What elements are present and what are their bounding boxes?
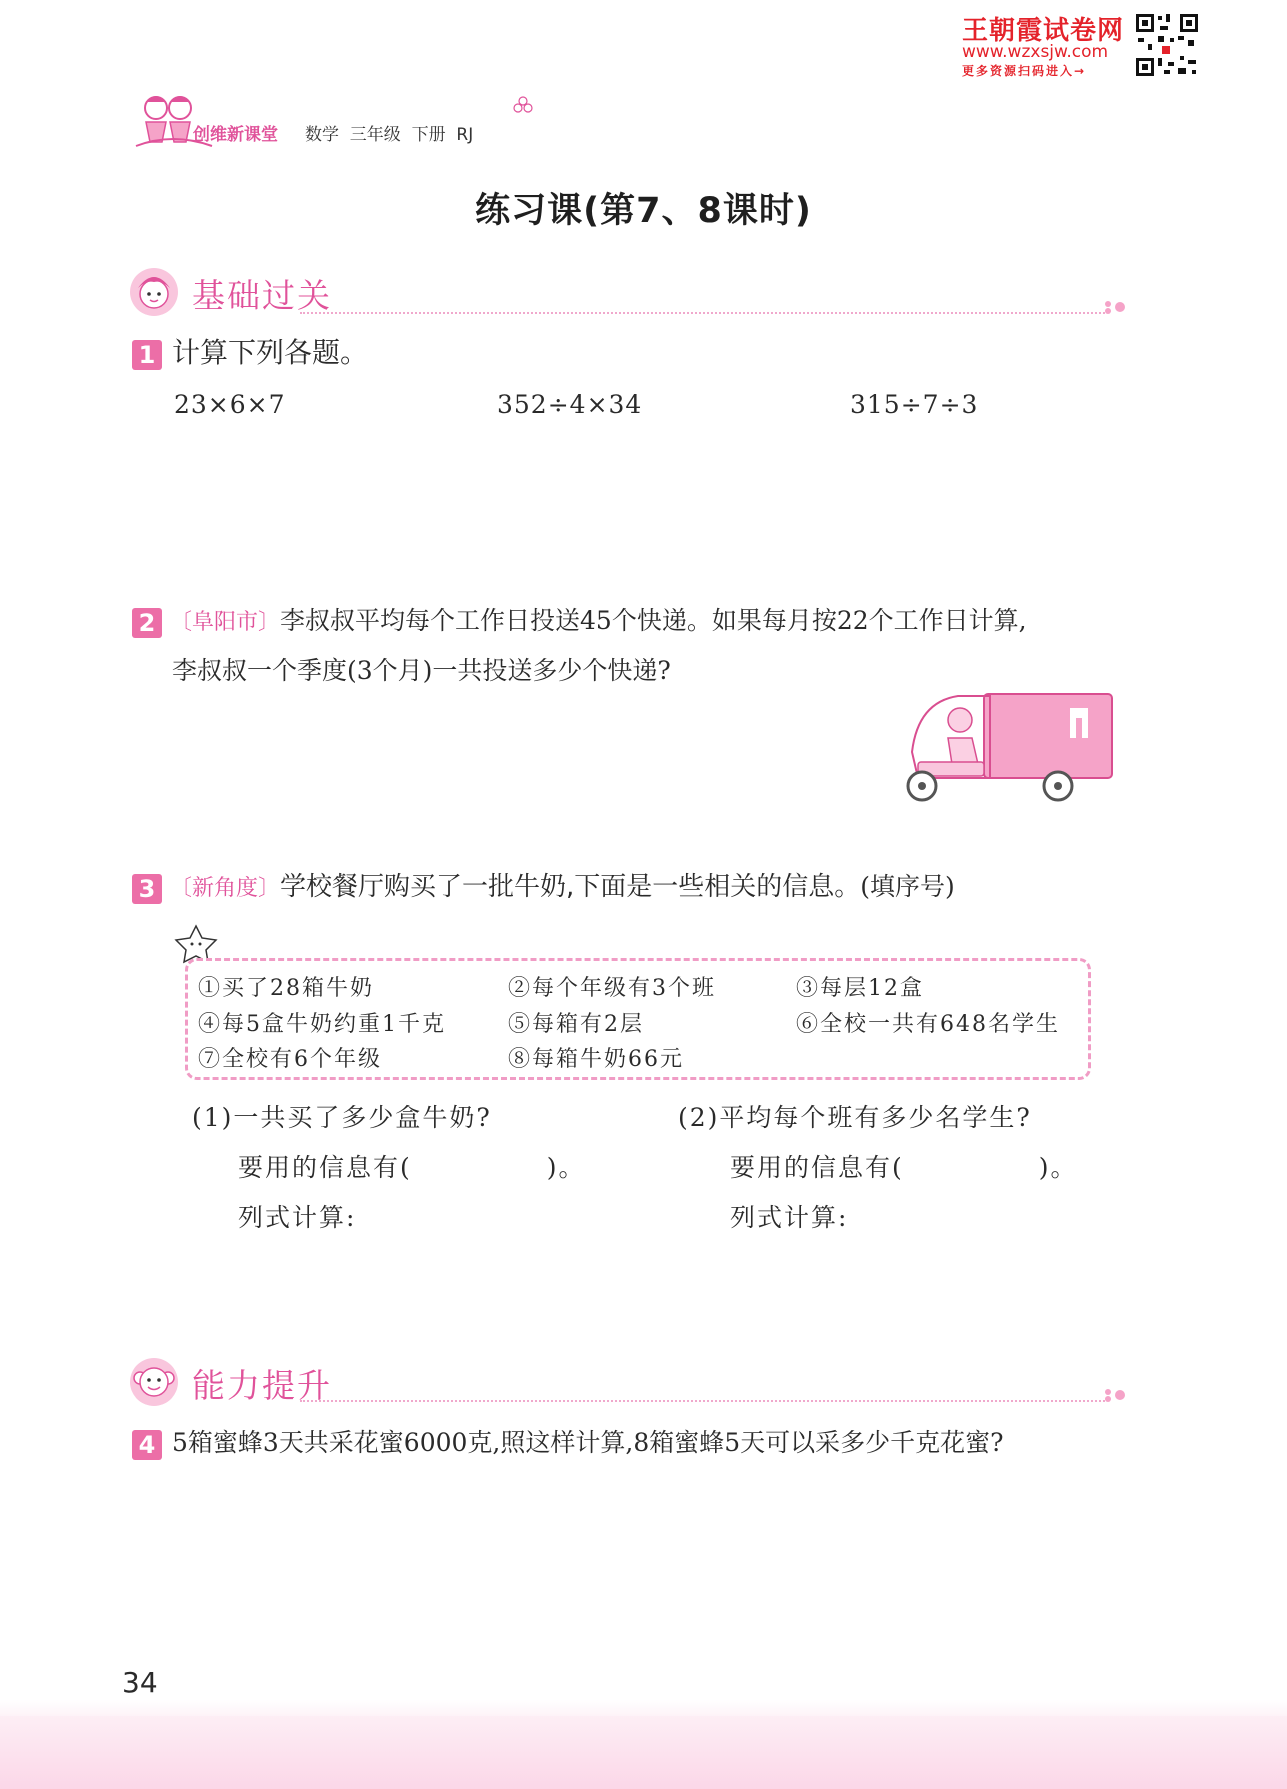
flower-icon xyxy=(510,93,536,119)
q3-sub1-info-used: 要用的信息有( )。 xyxy=(238,1153,586,1182)
page-title: 练习课(第7、8课时) xyxy=(475,191,812,231)
question-number-badge: 3 xyxy=(132,874,162,904)
watermark-url[interactable]: www.wzxsjw.com xyxy=(962,42,1109,62)
q2-source-tag: 〔阜阳市〕 xyxy=(170,610,281,635)
section-divider xyxy=(300,1400,1105,1402)
q1-expression: 352÷4×34 xyxy=(497,390,643,419)
q3-sub2-info-used: 要用的信息有( )。 xyxy=(730,1153,1078,1182)
section-label-basic: 基础过关 xyxy=(192,276,332,315)
q2-text-line2: 李叔叔一个季度(3个月)一共投送多少个快递? xyxy=(172,656,671,685)
girl-avatar-icon xyxy=(128,266,180,318)
brand-name: 创维新课堂 xyxy=(193,125,278,145)
info-item: ⑦全校有6个年级 xyxy=(198,1047,382,1072)
q3-hint: (填序号) xyxy=(860,872,955,901)
q3-line xyxy=(170,870,955,906)
info-item: ①买了28箱牛奶 xyxy=(198,976,374,1001)
info-item: ③每层12盒 xyxy=(796,976,924,1001)
q1-expression: 315÷7÷3 xyxy=(850,390,979,419)
q2-text-line1: 李叔叔平均每个工作日投送45个快递。如果每月按22个工作日计算, xyxy=(280,606,1027,635)
delivery-tricycle-icon xyxy=(898,690,1116,806)
q3-sub2-calc: 列式计算: xyxy=(730,1203,849,1232)
q3-sub1-calc: 列式计算: xyxy=(238,1203,357,1232)
dots-decoration-icon xyxy=(1102,300,1130,314)
q3-sub1-question: (1)一共买了多少盒牛奶? xyxy=(192,1103,492,1132)
watermark-title: 王朝霞试卷网 xyxy=(962,16,1125,46)
footer-band xyxy=(0,1716,1287,1789)
q1-expression: 23×6×7 xyxy=(174,390,286,419)
info-item: ⑧每箱牛奶66元 xyxy=(508,1047,684,1072)
page-number: 34 xyxy=(122,1666,158,1699)
question-number-badge: 4 xyxy=(132,1430,162,1460)
section-divider xyxy=(300,312,1105,314)
q3-source-tag: 〔新角度〕 xyxy=(170,876,281,901)
book-info: 数学 三年级 下册 RJ xyxy=(305,125,474,145)
info-item: ⑤每箱有2层 xyxy=(508,1012,644,1037)
info-item: ⑥全校一共有648名学生 xyxy=(796,1012,1060,1037)
info-item: ④每5盒牛奶约重1千克 xyxy=(198,1012,446,1037)
watermark-tip: 更多资源扫码进入→ xyxy=(962,64,1087,78)
q2-line1 xyxy=(170,604,1027,640)
dots-decoration-icon xyxy=(1102,1388,1130,1402)
question-number-badge: 2 xyxy=(132,608,162,638)
section-label-advanced: 能力提升 xyxy=(192,1366,332,1405)
q3-sub2-question: (2)平均每个班有多少名学生? xyxy=(678,1103,1032,1132)
qr-code-icon[interactable] xyxy=(1134,12,1200,78)
info-item: ②每个年级有3个班 xyxy=(508,976,716,1001)
question-number-badge: 1 xyxy=(132,340,162,370)
monkey-avatar-icon xyxy=(128,1356,180,1408)
q1-prompt: 计算下列各题。 xyxy=(172,336,369,369)
q3-text: 学校餐厅购买了一批牛奶,下面是一些相关的信息。 xyxy=(280,872,861,902)
info-box xyxy=(185,958,1091,1080)
q4-text: 5箱蜜蜂3天共采花蜜6000克,照这样计算,8箱蜜蜂5天可以采多少千克花蜜? xyxy=(172,1428,1004,1457)
